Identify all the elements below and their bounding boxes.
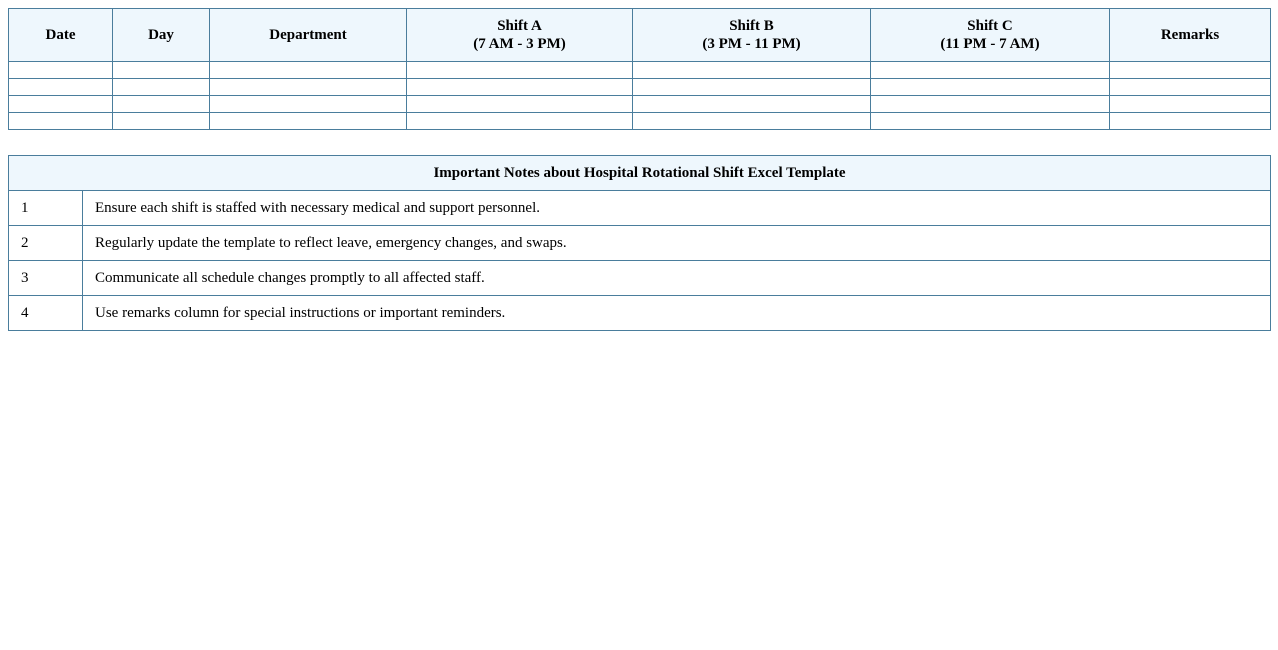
table-cell[interactable]	[871, 62, 1110, 79]
table-cell[interactable]	[113, 113, 210, 130]
note-text: Ensure each shift is staffed with necessary medical and support personnel.	[83, 191, 1271, 226]
table-cell[interactable]	[407, 62, 633, 79]
table-cell[interactable]	[210, 113, 407, 130]
header-day: Day	[113, 9, 210, 62]
table-cell[interactable]	[210, 96, 407, 113]
note-text: Use remarks column for special instructions or important reminders.	[83, 296, 1271, 331]
note-number: 3	[9, 261, 83, 296]
list-item	[9, 296, 1271, 331]
notes-title: Important Notes about Hospital Rotational Shift Excel Template	[9, 156, 1271, 191]
notes-header-row	[9, 156, 1271, 191]
table-cell[interactable]	[633, 113, 871, 130]
table-cell[interactable]	[407, 113, 633, 130]
note-number: 4	[9, 296, 83, 331]
header-shift-c: Shift C (11 PM - 7 AM)	[871, 9, 1110, 62]
list-item	[9, 261, 1271, 296]
table-row	[9, 62, 1271, 79]
table-cell[interactable]	[113, 96, 210, 113]
header-date: Date	[9, 9, 113, 62]
table-cell[interactable]	[407, 96, 633, 113]
header-shift-b: Shift B (3 PM - 11 PM)	[633, 9, 871, 62]
note-text: Communicate all schedule changes promptly to all affected staff.	[83, 261, 1271, 296]
list-item	[9, 191, 1271, 226]
header-department: Department	[210, 9, 407, 62]
table-cell[interactable]	[9, 96, 113, 113]
table-cell[interactable]	[210, 62, 407, 79]
table-cell[interactable]	[1110, 62, 1271, 79]
table-cell[interactable]	[871, 96, 1110, 113]
schedule-header-row	[9, 9, 1271, 62]
table-row	[9, 113, 1271, 130]
table-cell[interactable]	[1110, 79, 1271, 96]
list-item	[9, 226, 1271, 261]
table-row	[9, 96, 1271, 113]
table-cell[interactable]	[1110, 113, 1271, 130]
table-cell[interactable]	[113, 62, 210, 79]
table-cell[interactable]	[9, 62, 113, 79]
table-cell[interactable]	[633, 79, 871, 96]
table-row	[9, 79, 1271, 96]
table-cell[interactable]	[633, 96, 871, 113]
note-number: 2	[9, 226, 83, 261]
table-cell[interactable]	[871, 113, 1110, 130]
table-cell[interactable]	[633, 62, 871, 79]
header-shift-a: Shift A (7 AM - 3 PM)	[407, 9, 633, 62]
table-cell[interactable]	[113, 79, 210, 96]
table-cell[interactable]	[9, 113, 113, 130]
header-remarks: Remarks	[1110, 9, 1271, 62]
shift-schedule-table	[8, 8, 1271, 130]
table-cell[interactable]	[871, 79, 1110, 96]
notes-table	[8, 155, 1271, 331]
note-text: Regularly update the template to reflect leave, emergency changes, and swaps.	[83, 226, 1271, 261]
note-number: 1	[9, 191, 83, 226]
table-cell[interactable]	[1110, 96, 1271, 113]
table-cell[interactable]	[407, 79, 633, 96]
table-cell[interactable]	[9, 79, 113, 96]
table-cell[interactable]	[210, 79, 407, 96]
